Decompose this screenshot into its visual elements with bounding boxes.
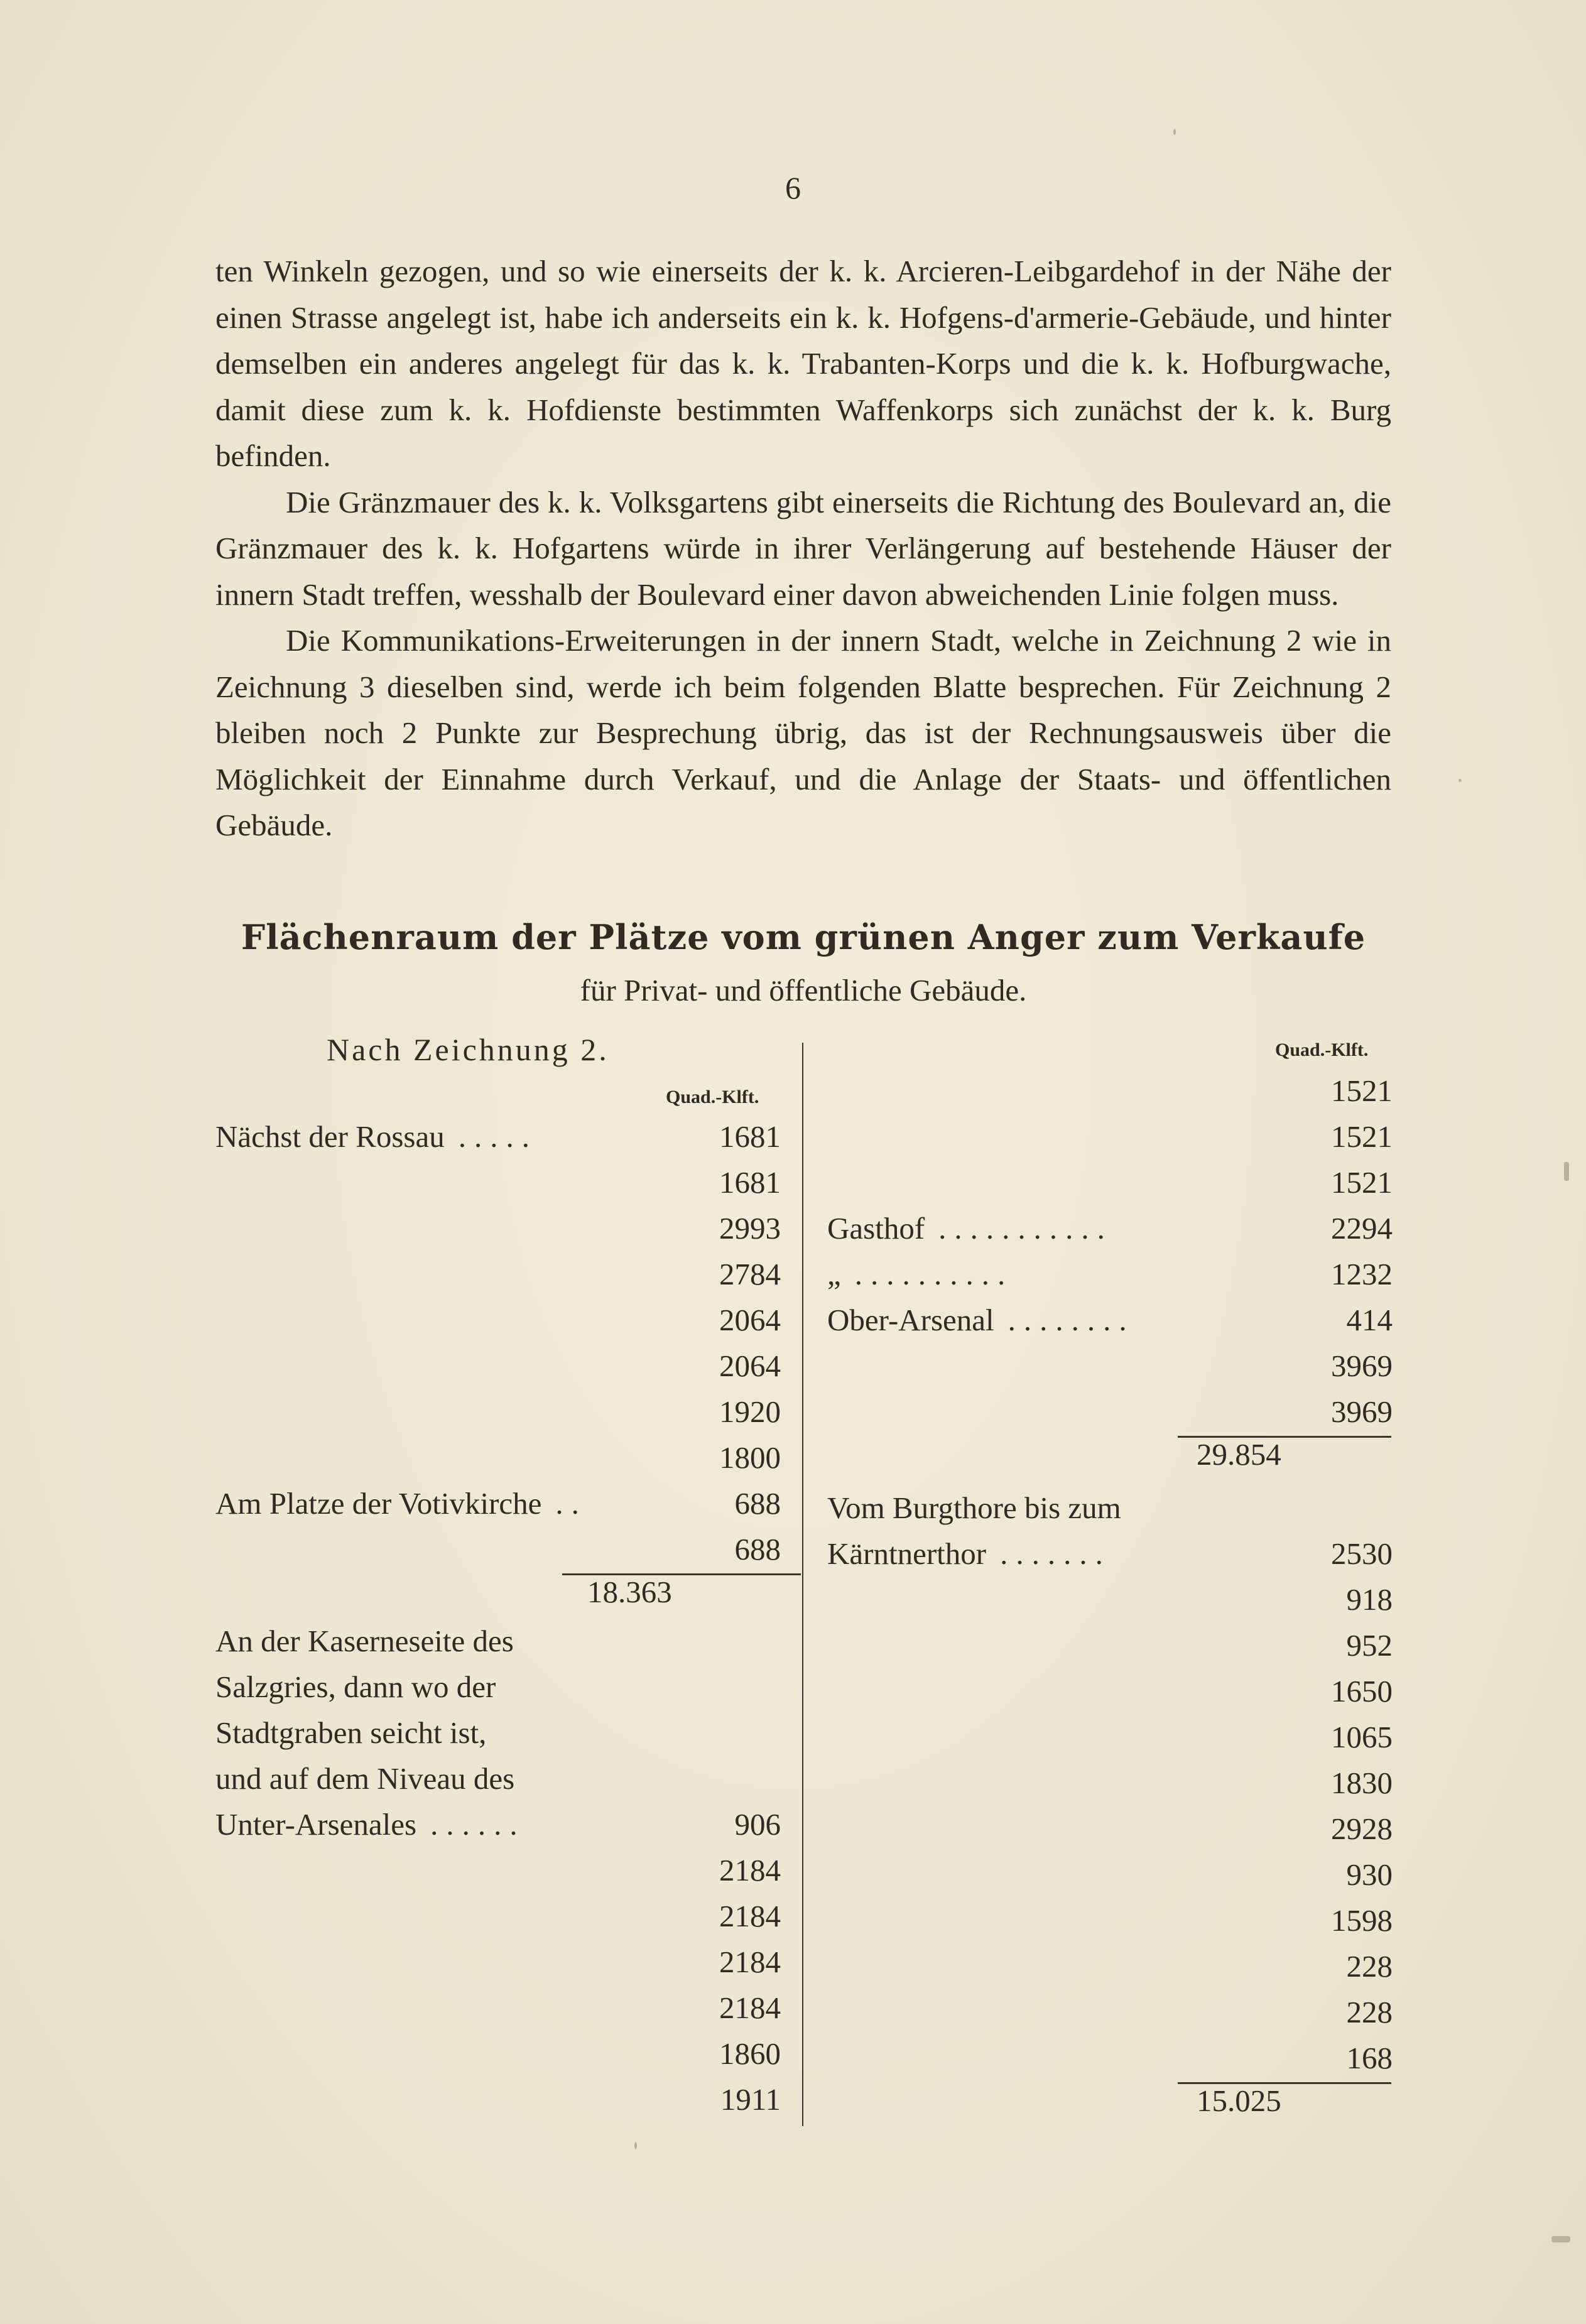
- row-value: 228: [1346, 1949, 1393, 1984]
- paper-speck: [1564, 1162, 1569, 1181]
- leader-dots: ..: [555, 1486, 587, 1521]
- paragraph-3: Die Kommunikations-Erweiterungen in der innern Stadt, welche in Zeichnung 2 wie in Zeichnung 3 dieselben sind, werde ich beim folgenden Blatte besprechen. Für Zeichnung 2 bleiben noch 2 Punkte zur Besprechung übrig, das ist der Rechnungsausweis über die Möglichkeit der Einnahme durch Verkauf, und die Anlage der Staats- und öffentlichen Gebäude.: [215, 623, 1391, 842]
- row-value: 1521: [1331, 1073, 1393, 1108]
- section-subheading: für Privat- und öffentliche Gebäude.: [580, 973, 1027, 1007]
- row-value: 2184: [719, 1945, 781, 1979]
- table-row: [827, 1577, 1393, 1622]
- table-row: [215, 1664, 781, 1710]
- left-column-title: Nach Zeichnung 2.: [327, 1032, 609, 1067]
- table-row: [215, 1985, 781, 2031]
- table-row: [215, 1756, 781, 1801]
- subtotal: 15.025: [1197, 2083, 1281, 2118]
- row-value: 688: [734, 1486, 781, 1521]
- row-value: 1232: [1331, 1257, 1393, 1291]
- table-row: [215, 1480, 781, 1526]
- row-value: 918: [1346, 1582, 1393, 1617]
- row-value: 1521: [1331, 1165, 1393, 1200]
- row-label: Nächst der Rossau: [215, 1119, 445, 1154]
- row-value: 1650: [1331, 1674, 1393, 1708]
- table-row: [827, 1485, 1393, 1531]
- row-label: Stadtgraben seicht ist,: [215, 1715, 487, 1750]
- row-value: 1065: [1331, 1720, 1393, 1754]
- table-row: [215, 1114, 781, 1159]
- row-value: 2530: [1331, 1536, 1393, 1571]
- leader-dots: .....: [458, 1119, 538, 1154]
- row-value: 1911: [720, 2082, 781, 2117]
- table-row: [827, 1531, 1393, 1577]
- table-row: [827, 1806, 1393, 1852]
- row-value: 2184: [719, 1899, 781, 1933]
- row-label: Salzgries, dann wo der: [215, 1670, 496, 1704]
- paper-speck: [634, 2142, 637, 2149]
- table-row: [215, 1710, 781, 1756]
- row-value: 930: [1346, 1857, 1393, 1892]
- row-label: Gasthof: [827, 1211, 925, 1246]
- row-value: 414: [1346, 1303, 1393, 1337]
- row-value: 1860: [719, 2036, 781, 2071]
- paper-speck: [1173, 129, 1176, 135]
- row-value: 1598: [1331, 1903, 1393, 1938]
- table-row: [827, 1989, 1393, 2035]
- leader-dots: ...........: [938, 1211, 1113, 1246]
- table-row: [215, 2077, 781, 2122]
- table-row: [215, 1205, 781, 1251]
- table-row: [827, 1714, 1393, 1760]
- row-value: 168: [1346, 2041, 1393, 2075]
- row-value: 1521: [1331, 1119, 1393, 1154]
- row-value: 952: [1346, 1628, 1393, 1663]
- column-divider: [802, 1043, 803, 2126]
- table-row: [215, 1847, 781, 1893]
- paragraph-2: Die Gränzmauer des k. k. Volksgartens gibt einerseits die Richtung des Boulevard an, die Gränzmauer des k. k. Hofgartens würde in ihrer Verlängerung auf bestehende Häuser der innern Stadt treffen, wesshalb der Boulevard einer davon abweichenden Linie folgen muss.: [215, 484, 1391, 612]
- leader-dots: ........: [1008, 1303, 1135, 1337]
- row-value: 228: [1346, 1995, 1393, 2029]
- row-label: Unter-Arsenales: [215, 1807, 417, 1842]
- row-value: 2184: [719, 1990, 781, 2025]
- paragraph-1: ten Winkeln gezogen, und so wie einerseits der k. k. Arcieren-Leibgardehof in der Nähe der einen Strasse angelegt ist, habe ich anderseits ein k. k. Hofgens-d'armerie-Gebäude, und hinter demselben ein anderes angelegt für das k. k. Trabanten-Korps und die k. k. Hofburgwache, damit diese zum k. k. Hofdienste bestimmten Waffenkorps sich zunächst der k. k. Burg befinden.: [215, 254, 1391, 473]
- table-row: [827, 1297, 1393, 1343]
- row-value: 2993: [719, 1211, 781, 1246]
- row-value: 1681: [719, 1165, 781, 1200]
- table-row: [215, 1389, 781, 1435]
- subtotal: 29.854: [1197, 1437, 1281, 1472]
- table-row: [215, 1159, 781, 1205]
- table-row: [215, 1801, 781, 1847]
- right-unit-label: Quad.-Klft.: [1275, 1040, 1369, 1060]
- row-value: 2784: [719, 1257, 781, 1291]
- row-value: 1830: [1331, 1766, 1393, 1800]
- row-value: 688: [734, 1532, 781, 1567]
- table-row: [827, 1251, 1393, 1297]
- table-row: [827, 1159, 1393, 1205]
- row-label: und auf dem Niveau des: [215, 1761, 515, 1796]
- table-row: [827, 1760, 1393, 1806]
- table-row: [215, 2031, 781, 2077]
- leader-dots: ......: [430, 1807, 526, 1842]
- leader-dots: .......: [1000, 1536, 1111, 1571]
- paper-speck: [1458, 779, 1462, 782]
- row-value: 3969: [1331, 1394, 1393, 1429]
- table-row: [827, 1668, 1393, 1714]
- row-value: 906: [734, 1807, 781, 1842]
- table-row: [215, 1251, 781, 1297]
- subtotal: 18.363: [587, 1575, 672, 1609]
- table-row: [215, 1435, 781, 1480]
- paper-speck: [1551, 2236, 1570, 2242]
- row-value: 2184: [719, 1853, 781, 1887]
- page-number: 6: [785, 170, 801, 205]
- table-row: [827, 1114, 1393, 1159]
- row-value: 1920: [719, 1394, 781, 1429]
- table-row: [827, 1898, 1393, 1943]
- table-row: [827, 1943, 1393, 1989]
- table-row: [215, 1893, 781, 1939]
- table-row: [215, 1343, 781, 1389]
- table-row: [827, 1852, 1393, 1898]
- row-value: 2064: [719, 1303, 781, 1337]
- row-label: Vom Burgthore bis zum: [827, 1491, 1121, 1525]
- row-value: 1800: [719, 1440, 781, 1475]
- body-text: [215, 248, 1391, 849]
- table-row: [215, 1297, 781, 1343]
- left-unit-label: Quad.-Klft.: [666, 1087, 759, 1107]
- row-value: 2294: [1331, 1211, 1393, 1246]
- table-row: [215, 1618, 781, 1664]
- row-value: 1681: [719, 1119, 781, 1154]
- table-row: [827, 1068, 1393, 1114]
- leader-dots: ..........: [854, 1257, 1014, 1291]
- row-label: „: [827, 1257, 841, 1291]
- row-label: An der Kaserneseite des: [215, 1624, 514, 1658]
- table-row: [827, 1389, 1393, 1435]
- row-value: 3969: [1331, 1349, 1393, 1383]
- row-value: 2064: [719, 1349, 781, 1383]
- section-heading: Flächenraum der Plätze vom grünen Anger zum Verkaufe: [241, 917, 1366, 957]
- table-row: [827, 1343, 1393, 1389]
- table-row: [827, 1205, 1393, 1251]
- row-label: Ober-Arsenal: [827, 1303, 994, 1337]
- table-row: [215, 1939, 781, 1985]
- row-label: Am Platze der Votivkirche: [215, 1486, 542, 1521]
- table-row: [827, 2035, 1393, 2081]
- table-row: [215, 1526, 781, 1572]
- row-label: Kärntnerthor: [827, 1536, 987, 1571]
- table-row: [827, 1622, 1393, 1668]
- row-value: 2928: [1331, 1811, 1393, 1846]
